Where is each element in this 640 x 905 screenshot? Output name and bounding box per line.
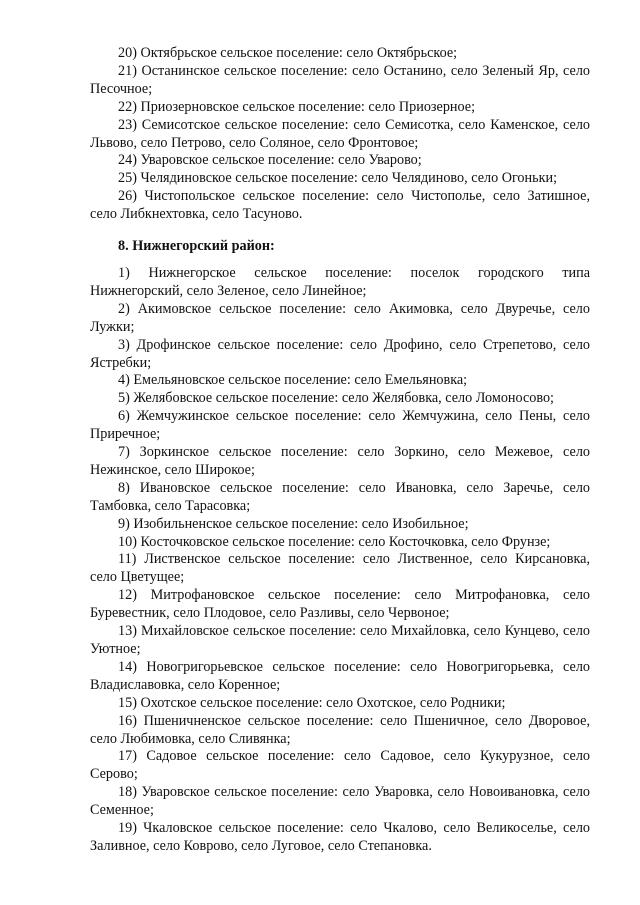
list-item: 17) Садовое сельское поселение: село Садовое, село Кукурузное, село Серово; (90, 748, 590, 783)
list-item: 14) Новогригорьевское сельское поселение: село Новогригорьевка, село Владиславовка, село Коренное; (90, 658, 590, 693)
section-heading: 8. Нижнегорский район: (118, 238, 275, 255)
list-item: 13) Михайловское сельское поселение: село Михайловка, село Кунцево, село Уютное; (90, 623, 590, 657)
list-item: 19) Чкаловское сельское поселение: село Чкалово, село Великоселье, село Заливное, село Коврово, село Луговое, село Степановка. (90, 820, 590, 854)
list-item: 23) Семисотское сельское поселение: село Семисотка, село Каменское, село Львово, село Петрово, село Соляное, село Фронтовое; (90, 116, 590, 151)
list-item: 9) Изобильненское сельское поселение: село Изобильное; (118, 515, 469, 532)
list-item: 25) Челядиновское сельское поселение: село Челядиново, село Огоньки; (118, 170, 558, 187)
list-item: 20) Октябрьское сельское поселение: село Октябрьское; (118, 45, 458, 61)
list-item: 1) Нижнегорское сельское поселение: поселок городского типа Нижнегорский, село Зеленое, село Линейное; (90, 264, 590, 299)
list-item: 21) Останинское сельское поселение: село Останино, село Зеленый Яр, село Песочное; (90, 62, 590, 97)
list-item: 16) Пшеничненское сельское поселение: село Пшеничное, село Дворовое, село Любимовка, село Сливянка; (90, 712, 590, 747)
list-item: 12) Митрофановское сельское поселение: село Митрофановка, село Буревестник, село Плодовое, село Разливы, село Червоное; (90, 587, 590, 622)
list-item: 3) Дрофинское сельское поселение: село Дрофино, село Стрепетово, село Ястребки; (90, 336, 590, 371)
list-item: 11) Лиственское сельское поселение: село Лиственное, село Кирсановка, село Цветущее; (90, 551, 590, 586)
list-item: 24) Уваровское сельское поселение: село Уварово; (118, 152, 422, 169)
document-body (90, 45, 590, 856)
list-item: 22) Приозерновское сельское поселение: село Приозерное; (118, 98, 476, 115)
list-item: 6) Жемчужинское сельское поселение: село Жемчужина, село Пены, село Приречное; (90, 408, 590, 443)
list-item: 4) Емельяновское сельское поселение: село Емельяновка; (118, 372, 468, 389)
list-item: 10) Косточковское сельское поселение: село Косточковка, село Фрунзе; (118, 533, 551, 550)
list-item: 7) Зоркинское сельское поселение: село Зоркино, село Межевое, село Нежинское, село Широкое; (90, 444, 590, 478)
list-item: 26) Чистопольское сельское поселение: село Чистополье, село Затишное, село Либкнехтовка, село Тасуново. (90, 188, 590, 223)
list-item: 18) Уваровское сельское поселение: село Уваровка, село Новоивановка, село Семенное; (90, 784, 590, 819)
list-item: 2) Акимовское сельское поселение: село Акимовка, село Двуречье, село Лужки; (90, 300, 590, 335)
list-item: 5) Желябовское сельское поселение: село Желябовка, село Ломоносово; (118, 390, 555, 407)
list-item: 8) Ивановское сельское поселение: село Ивановка, село Заречье, село Тамбовка, село Тарасовка; (90, 479, 590, 514)
list-item: 15) Охотское сельское поселение: село Охотское, село Родники; (118, 694, 506, 711)
